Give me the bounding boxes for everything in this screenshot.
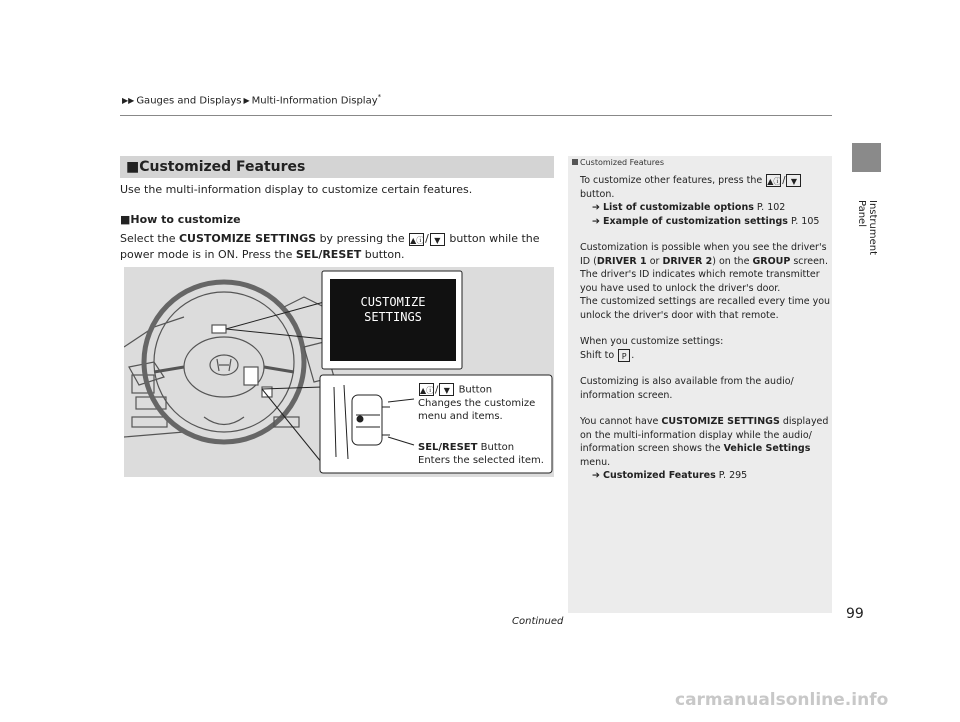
watermark: carmanualsonline.info: [675, 690, 889, 710]
callout-text: Changes the customize: [418, 397, 536, 409]
text: displayed: [782, 416, 829, 427]
intro-text: Use the multi-information display to customize certain features.: [120, 183, 473, 196]
text: button.: [580, 188, 615, 200]
down-button-icon: ▼: [439, 383, 454, 396]
ref-label: List of customizable options: [603, 202, 754, 213]
sidebar-title: [572, 158, 664, 167]
down-button-icon: ▼: [430, 233, 445, 246]
text: menu.: [580, 456, 611, 468]
screen-text-line1: CUSTOMIZE: [360, 295, 426, 309]
text: The driver's ID indicates which remote transmitter: [580, 269, 820, 280]
screen-text-line2: SETTINGS: [364, 310, 422, 324]
text: Customizing is also available from the audio/: [580, 376, 794, 387]
text: To customize other features, press the: [580, 175, 763, 186]
up-info-button-icon: ▲ⓘ: [766, 174, 781, 187]
ref-page: P. 102: [756, 202, 786, 213]
down-button-icon: ▼: [786, 174, 801, 187]
arrow-right-icon: ▶: [243, 96, 250, 106]
arrow-buttons-callout: ▲ⓘ/ ▼ Button Changes the customize menu and items.: [418, 384, 536, 422]
ref-label: Example of customization settings: [603, 215, 788, 227]
ref-customization-example[interactable]: [580, 215, 830, 229]
text: ) on the: [712, 255, 750, 267]
footnote-mark: *: [377, 93, 382, 101]
sidebar-title-text: Customized Features: [580, 158, 665, 167]
display-screen: [330, 295, 456, 325]
callout-text: Enters the selected item.: [418, 455, 544, 466]
park-key-icon: P: [618, 349, 630, 362]
chapter-tab: [852, 143, 881, 172]
vehicle-settings-term: Vehicle Settings: [723, 443, 811, 454]
text: Shift to: [580, 349, 615, 361]
dashboard-illustration: [124, 267, 554, 477]
callout-text: menu and items.: [418, 410, 503, 422]
ref-page: P. 295: [718, 470, 748, 481]
text: on the multi-information display while the audio/: [580, 429, 812, 441]
header-rule: [120, 115, 832, 116]
text: information screen shows the: [580, 443, 721, 454]
up-info-button-icon: ▲ⓘ: [409, 233, 424, 246]
breadcrumb: [120, 93, 381, 106]
breadcrumb-mid[interactable]: Multi-Information Display: [251, 95, 378, 107]
ref-page: P. 105: [791, 215, 820, 227]
arrow-right-icon: ▶▶: [122, 96, 135, 106]
text: Customization is possible when you see the driver's: [580, 242, 827, 253]
text: ID (: [580, 255, 597, 267]
sel-reset-term: SEL/RESET: [295, 248, 362, 261]
section-title: Customized Features: [139, 159, 306, 175]
how-to-line1: Select the CUSTOMIZE SETTINGS by pressing the ▲ⓘ/ ▼ button while the: [120, 232, 540, 245]
text: The customized settings are recalled every time you: [580, 296, 831, 307]
ref-customizable-options[interactable]: [580, 201, 830, 215]
driver1-term: DRIVER 1: [596, 255, 647, 267]
square-bullet-icon: ■: [120, 213, 131, 226]
callout-title: Button: [480, 442, 515, 453]
group-term: GROUP: [752, 255, 791, 267]
customize-settings-term: CUSTOMIZE SETTINGS: [178, 232, 317, 245]
section-heading: [120, 156, 554, 178]
page-number: 99: [846, 606, 864, 622]
square-bullet-icon: ■: [126, 159, 140, 175]
text: screen.: [793, 255, 828, 267]
text: you have used to unlock the driver's door.: [580, 282, 781, 294]
text: by pressing the: [319, 232, 405, 245]
ref-customized-features[interactable]: [580, 469, 830, 483]
driver2-term: DRIVER 2: [662, 255, 713, 267]
customize-settings-term: CUSTOMIZE SETTINGS: [661, 416, 780, 427]
sidebar-body: To customize other features, press the ▲ⓘ/ ▼ button. ➔ List of customizable options P. 102 ➔ Example of customization settings P. 105 Customization is possible when you see the driver's ID (DRIVER 1 or DRIVER 2) on the GROUP screen. The driver's ID indicates which remote transmitter you have used to unlock the driver's door. The customized settings are recalled every time you unlock the driver's door with that remote. When you customize settings: Shift to P . Customizing is also available from the audio/ information screen. You cannot have CUSTOMIZE SETTINGS displayed on the multi-information display while the audio/ information screen shows the Vehicle Settings menu. ➔ Customized Features P. 295: [580, 175, 831, 481]
chapter-label: Instrument Panel: [856, 200, 878, 256]
text: information screen.: [580, 389, 673, 401]
sel-reset-callout: [418, 441, 544, 467]
callout-title: Button: [458, 384, 493, 396]
continued-label: Continued: [512, 616, 564, 627]
reference-arrow-icon: ➔: [592, 202, 600, 213]
text: When you customize settings:: [580, 336, 724, 347]
up-info-button-icon: ▲ⓘ: [419, 383, 434, 396]
breadcrumb-gauges[interactable]: Gauges and Displays: [136, 95, 242, 107]
how-to-heading: [120, 213, 241, 226]
text: button.: [364, 248, 405, 261]
reference-arrow-icon: ➔: [592, 215, 600, 227]
text: power mode is in ON. Press the: [120, 248, 293, 261]
text: unlock the driver's door with that remote.: [580, 309, 779, 321]
text: button while the: [449, 232, 540, 245]
note-icon: [572, 159, 578, 165]
text: You cannot have: [580, 416, 659, 427]
text: Select the: [120, 232, 176, 245]
sel-reset-label: SEL/RESET: [418, 442, 478, 453]
reference-arrow-icon: ➔: [592, 470, 600, 481]
ref-label: Customized Features: [603, 470, 716, 481]
how-to-line2: [120, 248, 405, 261]
text: or: [649, 255, 660, 267]
how-to-title: How to customize: [130, 213, 241, 226]
